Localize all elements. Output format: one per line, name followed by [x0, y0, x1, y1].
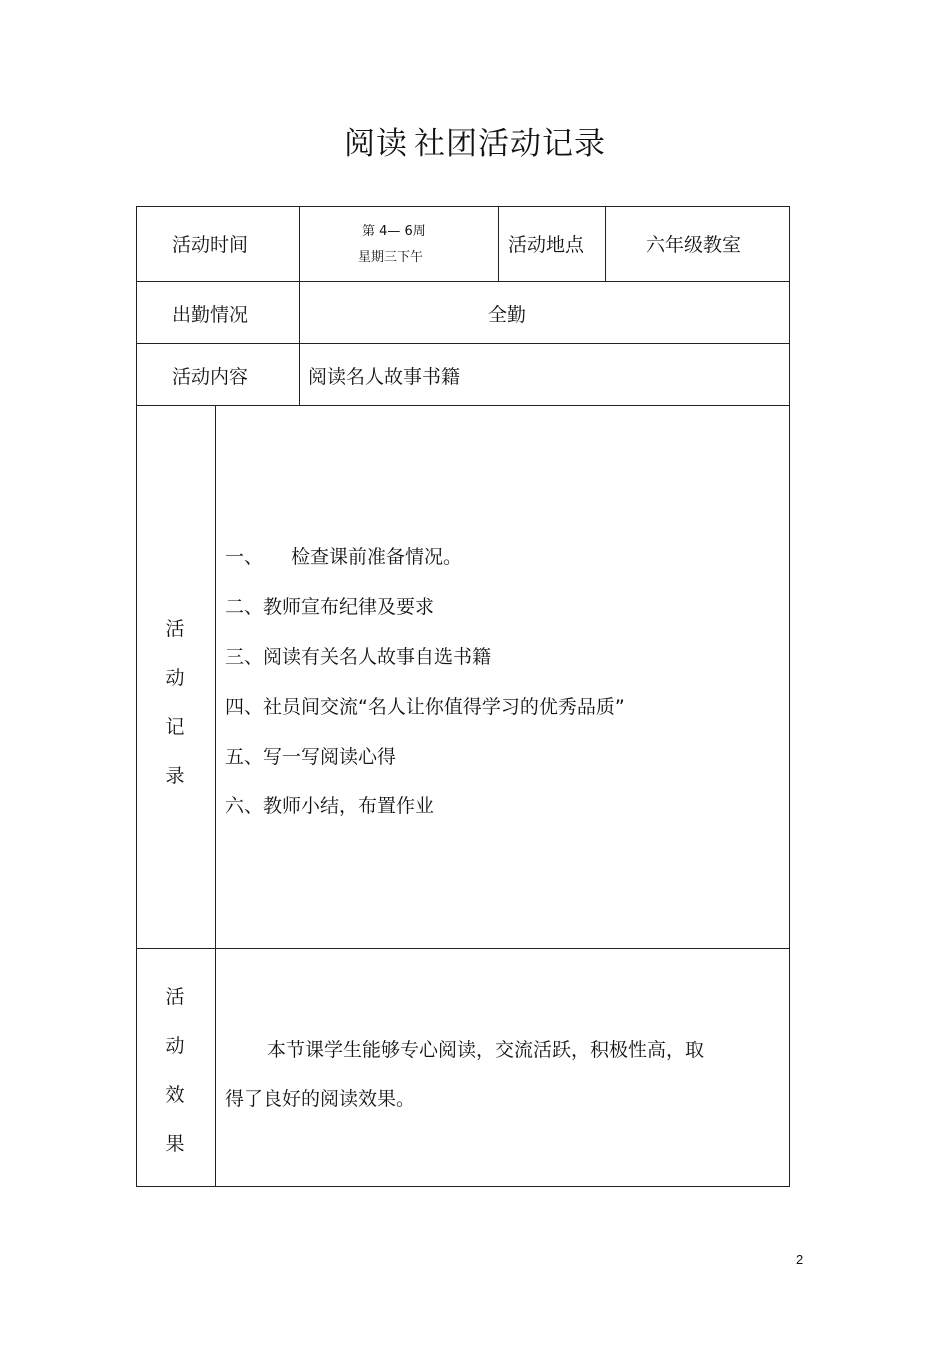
record-item	[225, 742, 396, 769]
record-item-num: 五、	[225, 746, 264, 768]
attendance-label: 出勤情况	[172, 304, 249, 326]
record-label-char: 录	[165, 765, 185, 787]
label-column-divider	[299, 206, 300, 406]
record-item-text: 社员间交流“名人让你值得学习的优秀品质”	[263, 696, 625, 718]
table-row-divider-3	[136, 405, 790, 406]
record-item	[225, 791, 434, 818]
time-label: 活动时间	[172, 234, 249, 256]
table-row-divider-1	[136, 281, 790, 282]
effect-text-line-1: 本节课学生能够专心阅读，交流活跃，积极性高，取	[267, 1039, 705, 1061]
attendance-value: 全勤	[488, 304, 527, 326]
table-border-left	[136, 206, 137, 1187]
record-item-num: 四、	[225, 696, 264, 718]
record-item	[225, 592, 434, 619]
record-item	[225, 692, 625, 719]
table-border-right	[789, 206, 790, 1187]
title-part-2: 社团活动记录	[414, 126, 606, 162]
record-item-num: 三、	[225, 646, 264, 668]
effect-text-line-2: 得了良好的阅读效果。	[225, 1088, 416, 1110]
table-border-bottom	[136, 1186, 790, 1187]
record-item	[225, 542, 462, 569]
place-value: 六年级教室	[646, 234, 742, 256]
table-row-divider-4	[136, 948, 790, 949]
page-number: 2	[796, 1252, 804, 1267]
effect-label-char: 活	[165, 986, 185, 1008]
record-item-text: 写一写阅读心得	[263, 746, 397, 768]
record-item-text: 检查课前准备情况。	[291, 546, 463, 568]
record-label-char: 动	[165, 667, 185, 689]
table-row-divider-2	[136, 343, 790, 344]
content-label: 活动内容	[172, 366, 249, 388]
table-border-top	[136, 206, 790, 207]
record-item-text: 教师小结，布置作业	[263, 795, 435, 817]
record-item	[225, 642, 491, 669]
record-label-char: 活	[165, 618, 185, 640]
record-label	[160, 605, 190, 801]
effect-label-char: 果	[165, 1133, 185, 1155]
title-part-1: 阅读	[344, 126, 408, 162]
effect-label	[160, 973, 190, 1169]
time-place-divider	[498, 206, 499, 282]
record-item-text: 教师宣布纪律及要求	[263, 596, 435, 618]
effect-label-char: 效	[165, 1084, 185, 1106]
page-title	[0, 118, 950, 163]
record-item-num: 一、	[225, 546, 264, 568]
place-label: 活动地点	[508, 234, 585, 256]
record-label-divider	[215, 405, 216, 1187]
record-item-num: 六、	[225, 795, 264, 817]
place-label-divider	[605, 206, 606, 282]
effect-label-char: 动	[165, 1035, 185, 1057]
time-week: 第 4— 6周	[362, 224, 426, 239]
record-item-text: 阅读有关名人故事自选书籍	[263, 646, 492, 668]
time-day: 星期三下午	[358, 250, 424, 265]
record-label-char: 记	[165, 716, 185, 738]
record-item-num: 二、	[225, 596, 264, 618]
content-value: 阅读名人故事书籍	[308, 366, 461, 388]
